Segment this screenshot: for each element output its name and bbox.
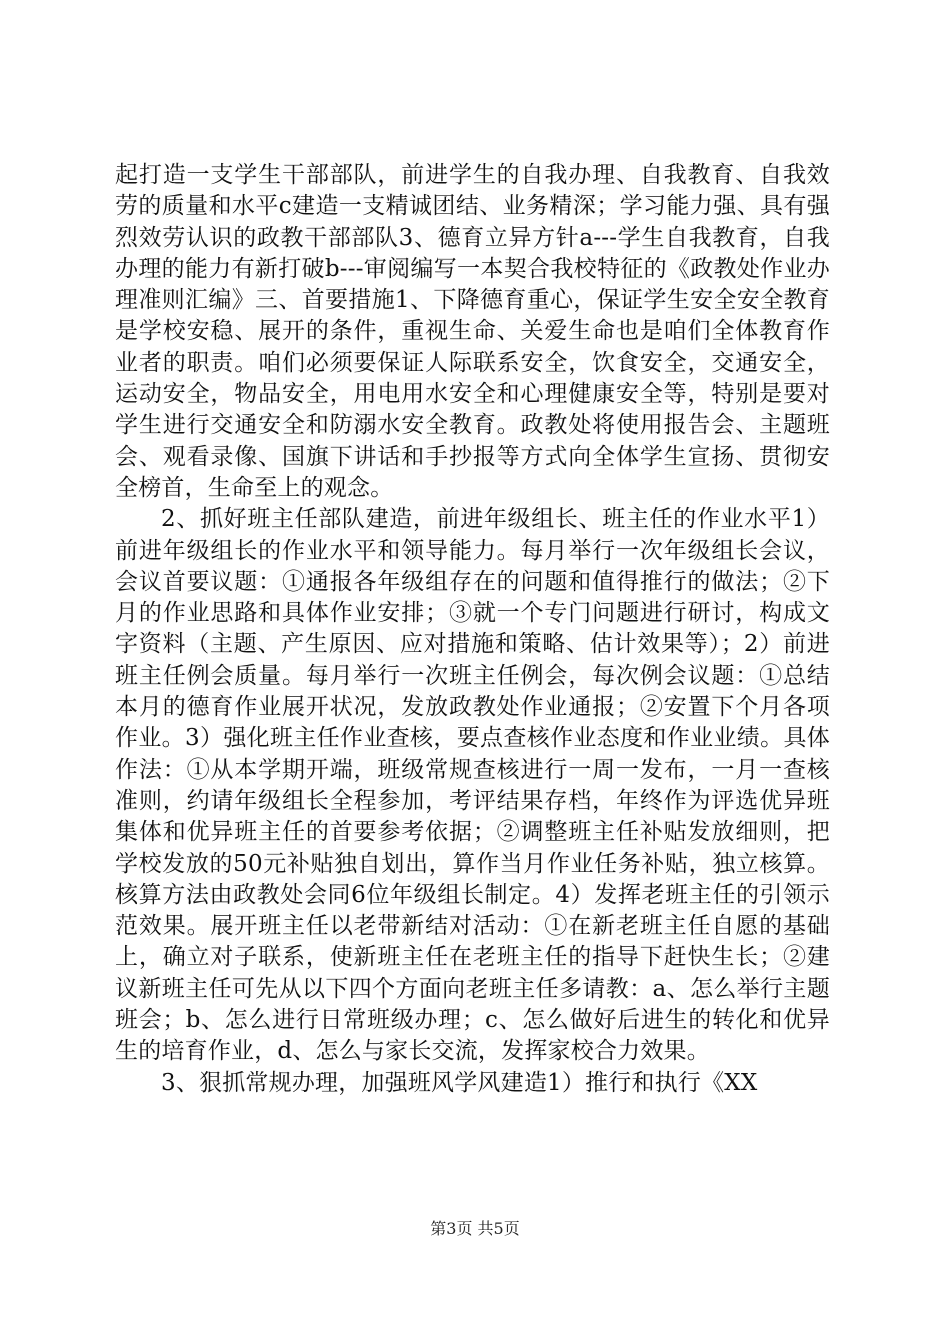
paragraph-2: 2、抓好班主任部队建造，前进年级组长、班主任的作业水平1）前进年级组长的作业水平和领导能力。每月举行一次年级组长会议，会议首要议题：①通报各年级组存在的问题和值得推行的做法；②下月的作业思路和具体作业安排；③就一个专门问题进行研讨，构成文字资料（主题、产生原因、应对措施和策略、估计效果等）；2）前进班主任例会质量。每月举行一次班主任例会，每次例会议题：①总结本月的德育作业展开状况，发放政教处作业通报；②安置下个月各项作业。3）强化班主任作业查核，要点查核作业态度和作业业绩。具体作法：①从本学期开端，班级常规查核进行一周一发布，一月一查核准则，约请年级组长全程参加，考评结果存档，年终作为评选优异班集体和优异班主任的首要参考依据；②调整班主任补贴发放细则，把学校发放的50元补贴独自划出，算作当月作业任务补贴，独立核算。核算方法由政教处会同6位年级组长制定。4）发挥老班主任的引领示范效果。展开班主任以老带新结对活动：①在新老班主任自愿的基础上，确立对子联系，使新班主任在老班主任的指导下赶快生长；②建议新班主任可先从以下四个方面向老班主任多请教：a、怎么举行主题班会；b、怎么进行日常班级办理；c、怎么做好后进生的转化和优异生的培育作业，d、怎么与家长交流，发挥家校合力效果。 bbox=[115, 506, 830, 1065]
paragraph-1: 起打造一支学生干部部队，前进学生的自我办理、自我教育、自我效劳的质量和水平c建造一支精诚团结、业务精深；学习能力强、具有强烈效劳认识的政教干部部队3、德育立异方针a---学生自我教育，自我办理的能力有新打破b---审阅编写一本契合我校特征的《政教处作业办理准则汇编》三、首要措施1、下降德育重心，保证学生安全安全教育是学校安稳、展开的条件，重视生命、关爱生命也是咱们全体教育作业者的职责。咱们必须要保证人际联系安全，饮食安全，交通安全，运动安全，物品安全，用电用水安全和心理健康安全等，特别是要对学生进行交通安全和防溺水安全教育。政教处将使用报告会、主题班会、观看录像、国旗下讲话和手抄报等方式向全体学生宣扬、贯彻安全榜首，生命至上的观念。 bbox=[115, 162, 830, 501]
document-body bbox=[115, 160, 830, 1099]
paragraph-3: 3、狠抓常规办理，加强班风学风建造1）推行和执行《XX bbox=[161, 1069, 758, 1096]
page-footer: 第3页 共5页 bbox=[430, 1219, 520, 1238]
